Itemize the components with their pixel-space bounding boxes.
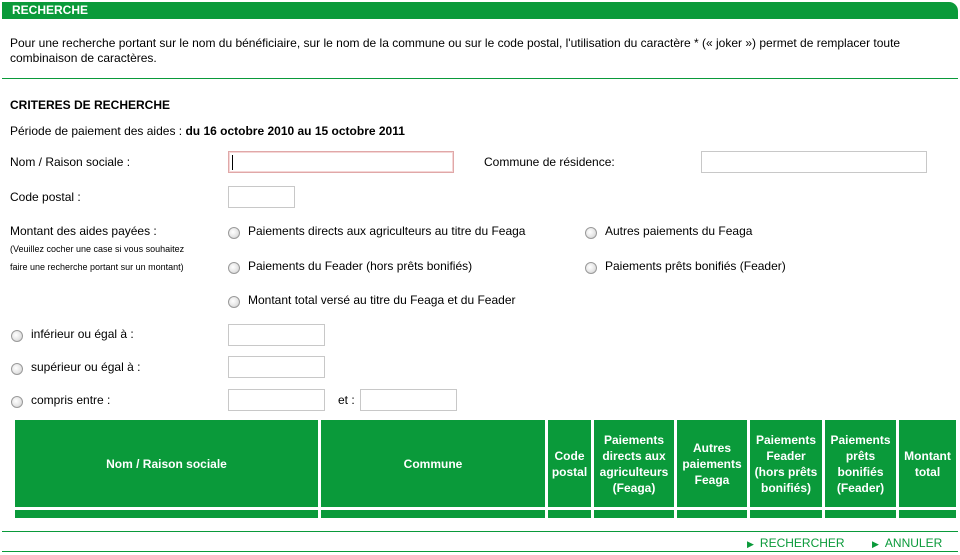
play-icon: ▶ (872, 539, 879, 549)
period-value: du 16 octobre 2010 au 15 octobre 2011 (185, 124, 405, 138)
divider (2, 78, 958, 79)
radio-less-equal[interactable] (11, 330, 23, 342)
between-max-input[interactable] (360, 389, 457, 411)
col-commune[interactable]: Commune (321, 420, 545, 507)
play-icon: ▶ (747, 539, 754, 549)
option-feader: Paiements du Feader (hors prêts bonifiés) (248, 259, 473, 273)
option-other-feaga: Autres paiements du Feaga (605, 224, 753, 238)
greater-equal-label: supérieur ou égal à : (31, 360, 141, 374)
footer-divider (2, 531, 958, 532)
criteria-title: CRITERES DE RECHERCHE (10, 98, 171, 112)
period-row (10, 124, 405, 139)
commune-input[interactable] (701, 151, 927, 173)
cancel-label: ANNULER (884, 536, 943, 550)
results-table (12, 420, 959, 518)
search-button[interactable] (747, 536, 845, 550)
name-label: Nom / Raison sociale : (10, 155, 131, 169)
postal-label: Code postal : (10, 190, 81, 204)
footer-divider-bottom (2, 551, 958, 552)
name-input[interactable] (228, 151, 454, 173)
section-header (2, 2, 958, 19)
greater-equal-input[interactable] (228, 356, 325, 378)
table-row (15, 510, 956, 518)
between-min-input[interactable] (228, 389, 325, 411)
section-title: RECHERCHE (12, 3, 89, 17)
intro-text: Pour une recherche portant sur le nom du bénéficiaire, sur le nom de la commune ou sur le code postal, l'utilisation du caractère * (« joker ») permet de remplacer toute combinaison de caractères. (10, 36, 901, 65)
col-postal[interactable]: Code postal (548, 420, 591, 507)
radio-subsidized-loans[interactable] (585, 262, 597, 274)
radio-greater-equal[interactable] (11, 363, 23, 375)
col-direct-payments[interactable]: Paiements directs aux agriculteurs (Feaga) (594, 420, 674, 507)
postal-input[interactable] (228, 186, 295, 208)
col-name[interactable]: Nom / Raison sociale (15, 420, 318, 507)
option-total-amount: Montant total versé au titre du Feaga et du Feader (248, 293, 516, 307)
col-subsidized-loans[interactable]: Paiements prêts bonifiés (Feader) (825, 420, 896, 507)
and-label: et : (338, 393, 355, 407)
amount-label: Montant des aides payées : (10, 224, 157, 238)
period-label: Période de paiement des aides : (10, 124, 183, 138)
less-equal-label: inférieur ou égal à : (31, 327, 134, 341)
radio-feader[interactable] (228, 262, 240, 274)
col-total[interactable]: Montant total (899, 420, 956, 507)
search-label: RECHERCHER (759, 536, 845, 550)
amount-hint-2: faire une recherche portant sur un montant) (10, 262, 184, 272)
amount-hint-1: (Veuillez cocher une case si vous souhaitez (10, 244, 185, 254)
text-caret (232, 155, 233, 170)
radio-direct-payments[interactable] (228, 227, 240, 239)
commune-label: Commune de résidence: (484, 155, 615, 169)
radio-between[interactable] (11, 396, 23, 408)
col-other-feaga[interactable]: Autres paiements Feaga (677, 420, 747, 507)
cancel-button[interactable] (872, 536, 942, 550)
option-direct-payments: Paiements directs aux agriculteurs au titre du Feaga (248, 224, 526, 238)
between-label: compris entre : (31, 393, 111, 407)
radio-other-feaga[interactable] (585, 227, 597, 239)
less-equal-input[interactable] (228, 324, 325, 346)
radio-total-amount[interactable] (228, 296, 240, 308)
option-subsidized-loans: Paiements prêts bonifiés (Feader) (605, 259, 786, 273)
col-feader[interactable]: Paiements Feader (hors prêts bonifiés) (750, 420, 822, 507)
